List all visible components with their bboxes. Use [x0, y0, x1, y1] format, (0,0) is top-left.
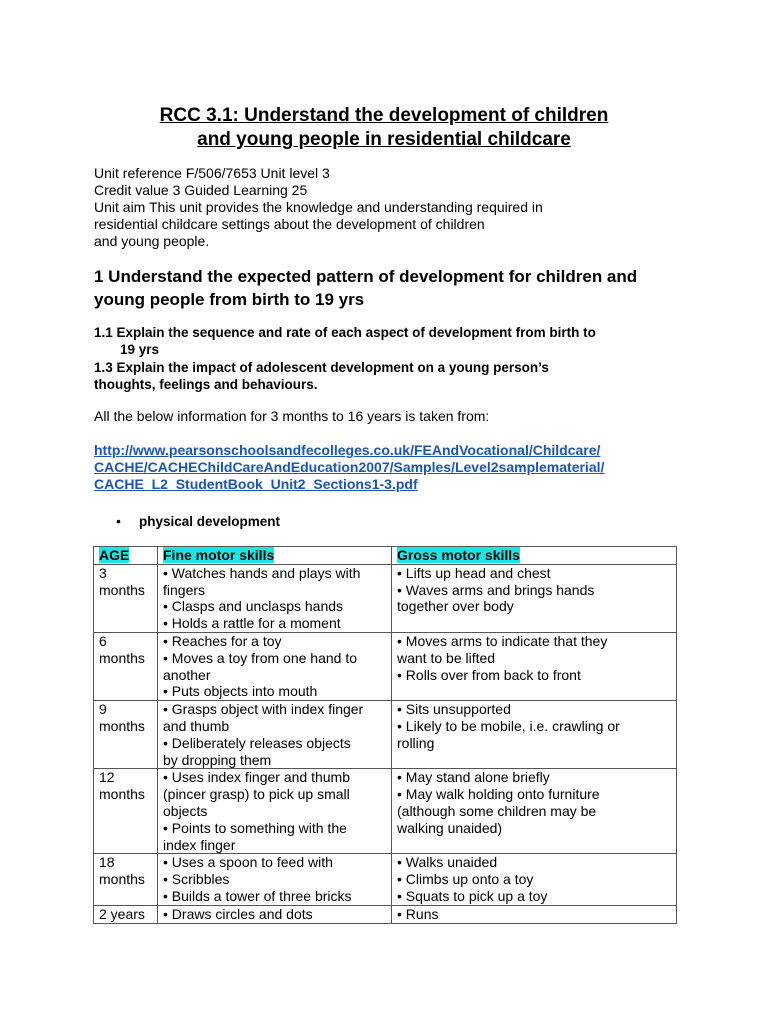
cell-text-line: 3 [99, 564, 107, 581]
gross-motor-cell [392, 632, 677, 700]
table-row [94, 701, 677, 769]
cell-text-line: index finger [163, 836, 236, 853]
subheading-1-1-cont: 19 yrs [120, 342, 160, 357]
cell-text-line: • Clasps and unclasps hands [163, 598, 344, 615]
cell-text-line: • Reaches for a toy [163, 632, 282, 649]
cell-text-line: walking unaided) [397, 819, 503, 836]
age-cell [94, 632, 158, 700]
fine-motor-cell [158, 769, 392, 854]
gross-motor-cell [392, 769, 677, 854]
credit-value: Credit value 3 Guided Learning 25 [94, 182, 308, 198]
bullet-icon: • [116, 513, 121, 529]
fine-motor-cell [158, 905, 392, 923]
cell-text-line: • Points to something with the [163, 819, 347, 836]
cell-text-line: • Lifts up head and chest [397, 564, 551, 581]
subheading-1-1: 1.1 Explain the sequence and rate of each aspect of development from birth to [94, 325, 596, 340]
cell-text-line: • Sits unsupported [397, 701, 511, 718]
cell-text-line: (pincer grasp) to pick up small [163, 786, 350, 803]
document-title-line-2: and young people in residential childcare [197, 129, 571, 150]
cell-text-line: • Draws circles and dots [163, 905, 313, 922]
cell-text-line: objects [163, 802, 208, 819]
age-cell [94, 905, 158, 923]
cell-text-line: • Deliberately releases objects [163, 734, 351, 751]
age-cell [94, 701, 158, 769]
table-row [94, 854, 677, 905]
cell-text-line: • Uses a spoon to feed with [163, 854, 333, 871]
cell-text-line: rolling [397, 734, 435, 751]
cell-text-line: months [99, 871, 145, 888]
source-link-line-1[interactable]: http://www.pearsonschoolsandfecolleges.co.uk/FEAndVocational/Childcare/ [94, 442, 601, 458]
header-fine-motor: Fine motor skills [158, 547, 392, 565]
cell-text-line: 18 [99, 854, 115, 871]
cell-text-line: and thumb [163, 717, 230, 734]
cell-text-line: another [163, 666, 211, 683]
cell-text-line: 2 years [99, 905, 145, 922]
cell-text-line: fingers [163, 581, 206, 598]
cell-text-line: • Scribbles [163, 871, 230, 888]
bullet-label: physical development [139, 514, 281, 529]
table-row [94, 632, 677, 700]
fine-motor-cell [158, 701, 392, 769]
cell-text-line: • Likely to be mobile, i.e. crawling or [397, 717, 620, 734]
cell-text-line: 12 [99, 769, 115, 786]
cell-text-line: • May stand alone briefly [397, 769, 550, 786]
gross-motor-cell [392, 854, 677, 905]
cell-text-line: 6 [99, 632, 107, 649]
physical-development-table [93, 546, 677, 924]
cell-text-line: • Uses index finger and thumb [163, 769, 351, 786]
cell-text-line: • Waves arms and brings hands [397, 581, 595, 598]
cell-text-line: • Grasps object with index finger [163, 701, 364, 718]
age-cell [94, 854, 158, 905]
table-header-row [94, 547, 677, 565]
cell-text-line: months [99, 786, 145, 803]
cell-text-line: • Moves arms to indicate that they [397, 632, 608, 649]
source-link-line-3[interactable]: CACHE_L2_StudentBook_Unit2_Sections1-3.pdf [94, 476, 418, 492]
cell-text-line: together over body [397, 598, 514, 615]
cell-text-line: months [99, 649, 145, 666]
cell-text-line: • Moves a toy from one hand to [163, 649, 358, 666]
header-gross-motor: Gross motor skills [392, 547, 677, 565]
cell-text-line: • Squats to pick up a toy [397, 887, 548, 904]
cell-text-line: • Watches hands and plays with [163, 564, 361, 581]
cell-text-line: months [99, 581, 145, 598]
cell-text-line: want to be lifted [397, 649, 496, 666]
cell-text-line: months [99, 717, 145, 734]
subheading-1-3: 1.3 Explain the impact of adolescent development on a young person’s [94, 360, 549, 375]
unit-aim-line-2: residential childcare settings about the development of children [94, 216, 485, 232]
gross-motor-cell [392, 905, 677, 923]
header-age: AGE [94, 547, 158, 565]
fine-motor-cell [158, 632, 392, 700]
cell-text-line: • Rolls over from back to front [397, 666, 581, 683]
fine-motor-cell [158, 564, 392, 632]
source-intro: All the below information for 3 months to 16 years is taken from: [94, 408, 490, 424]
gross-motor-cell [392, 564, 677, 632]
document-title-line-1: RCC 3.1: Understand the development of children [159, 105, 609, 126]
subheading-1-3-cont: thoughts, feelings and behaviours. [94, 377, 318, 392]
cell-text-line: • Holds a rattle for a moment [163, 615, 341, 632]
gross-motor-cell [392, 701, 677, 769]
cell-text-line: • May walk holding onto furniture [397, 786, 600, 803]
source-link-line-2[interactable]: CACHE/CACHEChildCareAndEducation2007/Samples/Level2samplematerial/ [94, 459, 605, 475]
cell-text-line: (although some children may be [397, 802, 597, 819]
cell-text-line: by dropping them [163, 751, 272, 768]
cell-text-line: • Climbs up onto a toy [397, 871, 534, 888]
table-row [94, 769, 677, 854]
table-row [94, 564, 677, 632]
fine-motor-cell [158, 854, 392, 905]
unit-aim-line-3: and young people. [94, 233, 210, 249]
cell-text-line: • Puts objects into mouth [163, 683, 318, 700]
table-body [94, 564, 677, 923]
age-cell [94, 564, 158, 632]
age-cell [94, 769, 158, 854]
table-row [94, 905, 677, 923]
cell-text-line: 9 [99, 701, 107, 718]
unit-reference: Unit reference F/506/7653 Unit level 3 [94, 165, 330, 181]
section-heading-line-2: young people from birth to 19 yrs [94, 290, 365, 309]
cell-text-line: • Runs [397, 905, 439, 922]
unit-aim-line-1: Unit aim This unit provides the knowledge and understanding required in [94, 199, 543, 215]
cell-text-line: • Walks unaided [397, 854, 498, 871]
cell-text-line: • Builds a tower of three bricks [163, 887, 352, 904]
section-heading-line-1: 1 Understand the expected pattern of development for children and [94, 267, 638, 286]
